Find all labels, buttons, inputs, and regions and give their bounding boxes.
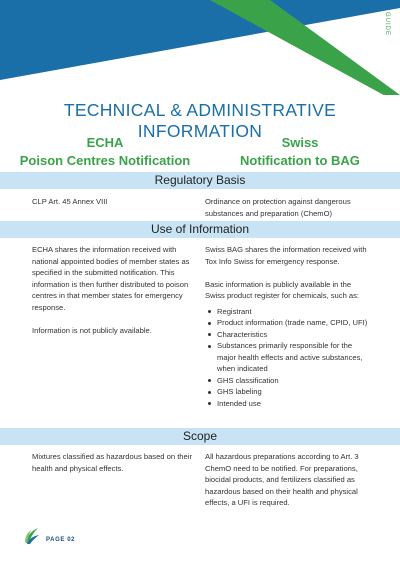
list-item: GHS labeling [208,386,370,398]
public-info-list [205,306,370,410]
scope-right-text: All hazardous preparations according to Art. 3 ChemO need to be notified. For preparations, biocidal products, and fertilizers classified as hazardous based on their health and physical effects, a UFI is required. [205,452,359,507]
section-scope: Scope [0,428,400,445]
list-item: Product information (trade name, CPID, UFI) [208,317,370,329]
left-heading-line-1: ECHA [86,135,124,150]
use-left-text [32,244,194,348]
list-item: Intended use [208,398,370,410]
list-item: Registrant [208,306,370,318]
right-heading-line-2: Notification to BAG [240,153,360,168]
use-left-paragraph: ECHA shares the information received with national appointed bodies of member states as specified in the submitted notification. This information is then further distributed to poison centres in that member states for emergency response. [32,245,190,312]
left-column-heading [10,134,200,170]
section-regulatory-basis: Regulatory Basis [0,172,400,189]
use-left-paragraph: Information is not publicly available. [32,325,152,335]
left-heading-line-2: Poison Centres Notification [19,153,191,168]
list-item: Characteristics [208,329,370,341]
guide-label: GUIDE [384,12,390,37]
use-right-text [205,244,370,409]
regulatory-left-text: CLP Art. 45 Annex VIII [32,197,108,206]
use-right-paragraph: Swiss BAG shares the information received with Tox Info Swiss for emergency response. [205,245,367,266]
header-banner [0,0,400,95]
use-right-paragraph: Basic information is publicly available in the Swiss product register for chemicals, such as: [205,279,360,300]
scope-left-text: Mixtures classified as hazardous based on their health and physical effects. [32,452,192,473]
right-heading-line-1: Swiss [281,135,319,150]
section-use-of-information: Use of Information [0,221,400,238]
page-title: TECHNICAL & ADMINISTRATIVE INFORMATION [63,100,337,141]
regulatory-right-text: Ordinance on protection against dangerous substances and preparation (ChemO) [205,197,351,218]
page-number: PAGE 02 [46,537,76,543]
right-column-heading [205,134,395,170]
leaf-logo-icon [24,525,40,545]
list-item: Substances primarily responsible for the major health effects and active substances, when indicated [208,340,370,375]
list-item: GHS classification [208,375,370,387]
